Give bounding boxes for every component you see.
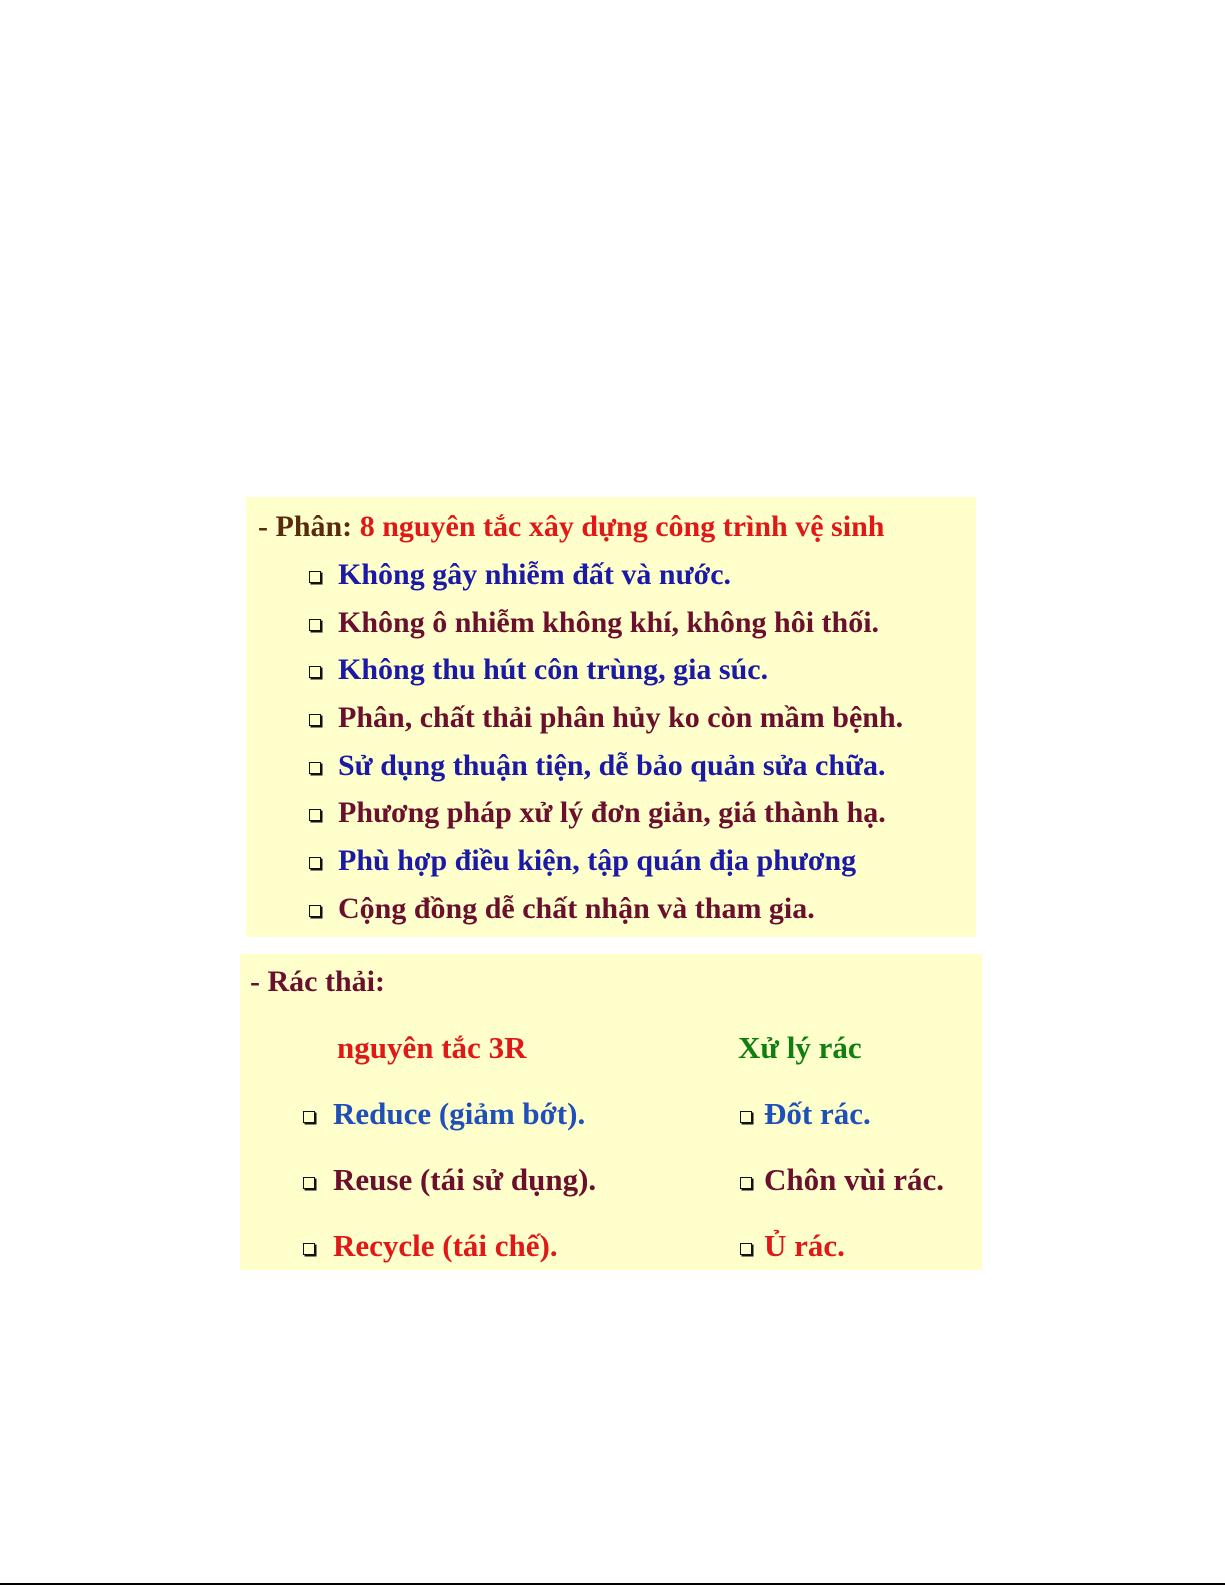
list-item <box>309 843 903 891</box>
checkbox-bullet-icon <box>309 905 321 917</box>
list-item <box>740 1228 845 1264</box>
checkbox-bullet-icon <box>309 619 321 631</box>
list-item <box>309 795 903 843</box>
list-item-text: Phân, chất thải phân hủy ko còn mầm bệnh. <box>338 701 904 735</box>
list-item-text: Đốt rác. <box>764 1096 871 1131</box>
phan-principles-list <box>309 557 903 939</box>
checkbox-bullet-icon <box>309 666 321 678</box>
checkbox-bullet-icon <box>740 1177 752 1189</box>
checkbox-bullet-icon <box>309 809 321 821</box>
list-item <box>303 1228 558 1264</box>
list-item-text: Không gây nhiễm đất và nước. <box>338 558 732 591</box>
list-item <box>309 748 903 796</box>
list-item <box>303 1096 585 1132</box>
phan-title: 8 nguyên tắc xây dựng công trình vệ sinh <box>359 510 885 543</box>
rac-panel <box>240 954 982 1270</box>
list-item-text: Cộng đồng dễ chất nhận và tham gia. <box>338 891 815 925</box>
list-item-text: Sử dụng thuận tiện, dễ bảo quản sửa chữa. <box>338 748 886 782</box>
rac-label: - Rác thải: <box>250 965 385 998</box>
list-item <box>303 1162 596 1198</box>
list-item <box>309 652 903 700</box>
checkbox-bullet-icon <box>303 1111 315 1123</box>
phan-panel <box>246 497 976 937</box>
checkbox-bullet-icon <box>303 1243 315 1255</box>
list-item-text: Ủ rác. <box>764 1228 845 1263</box>
checkbox-bullet-icon <box>740 1243 752 1255</box>
list-item-text: Không ô nhiễm không khí, không hôi thối. <box>338 605 880 639</box>
waste-treatment-column-heading: Xử lý rác <box>738 1030 862 1065</box>
list-item <box>740 1096 871 1132</box>
checkbox-bullet-icon <box>740 1111 752 1123</box>
list-item-text: Không thu hút côn trùng, gia súc. <box>338 653 769 687</box>
list-item <box>740 1162 944 1198</box>
phan-label: - Phân: <box>258 510 353 543</box>
phan-heading <box>258 509 884 545</box>
list-item-text: Reuse (tái sử dụng). <box>333 1162 597 1197</box>
checkbox-bullet-icon <box>303 1177 315 1189</box>
list-item <box>309 700 903 748</box>
3r-column-heading: nguyên tắc 3R <box>337 1030 527 1065</box>
list-item-text: Recycle (tái chế). <box>333 1228 558 1263</box>
list-item-text: Chôn vùi rác. <box>764 1162 944 1197</box>
list-item <box>309 891 903 939</box>
list-item-text: Reduce (giảm bớt). <box>333 1096 586 1131</box>
checkbox-bullet-icon <box>309 571 321 583</box>
checkbox-bullet-icon <box>309 857 321 869</box>
list-item-text: Phù hợp điều kiện, tập quán địa phương <box>338 844 857 878</box>
list-item <box>309 605 903 653</box>
list-item <box>309 557 903 605</box>
checkbox-bullet-icon <box>309 714 321 726</box>
list-item-text: Phương pháp xử lý đơn giản, giá thành hạ. <box>338 796 886 830</box>
checkbox-bullet-icon <box>309 762 321 774</box>
